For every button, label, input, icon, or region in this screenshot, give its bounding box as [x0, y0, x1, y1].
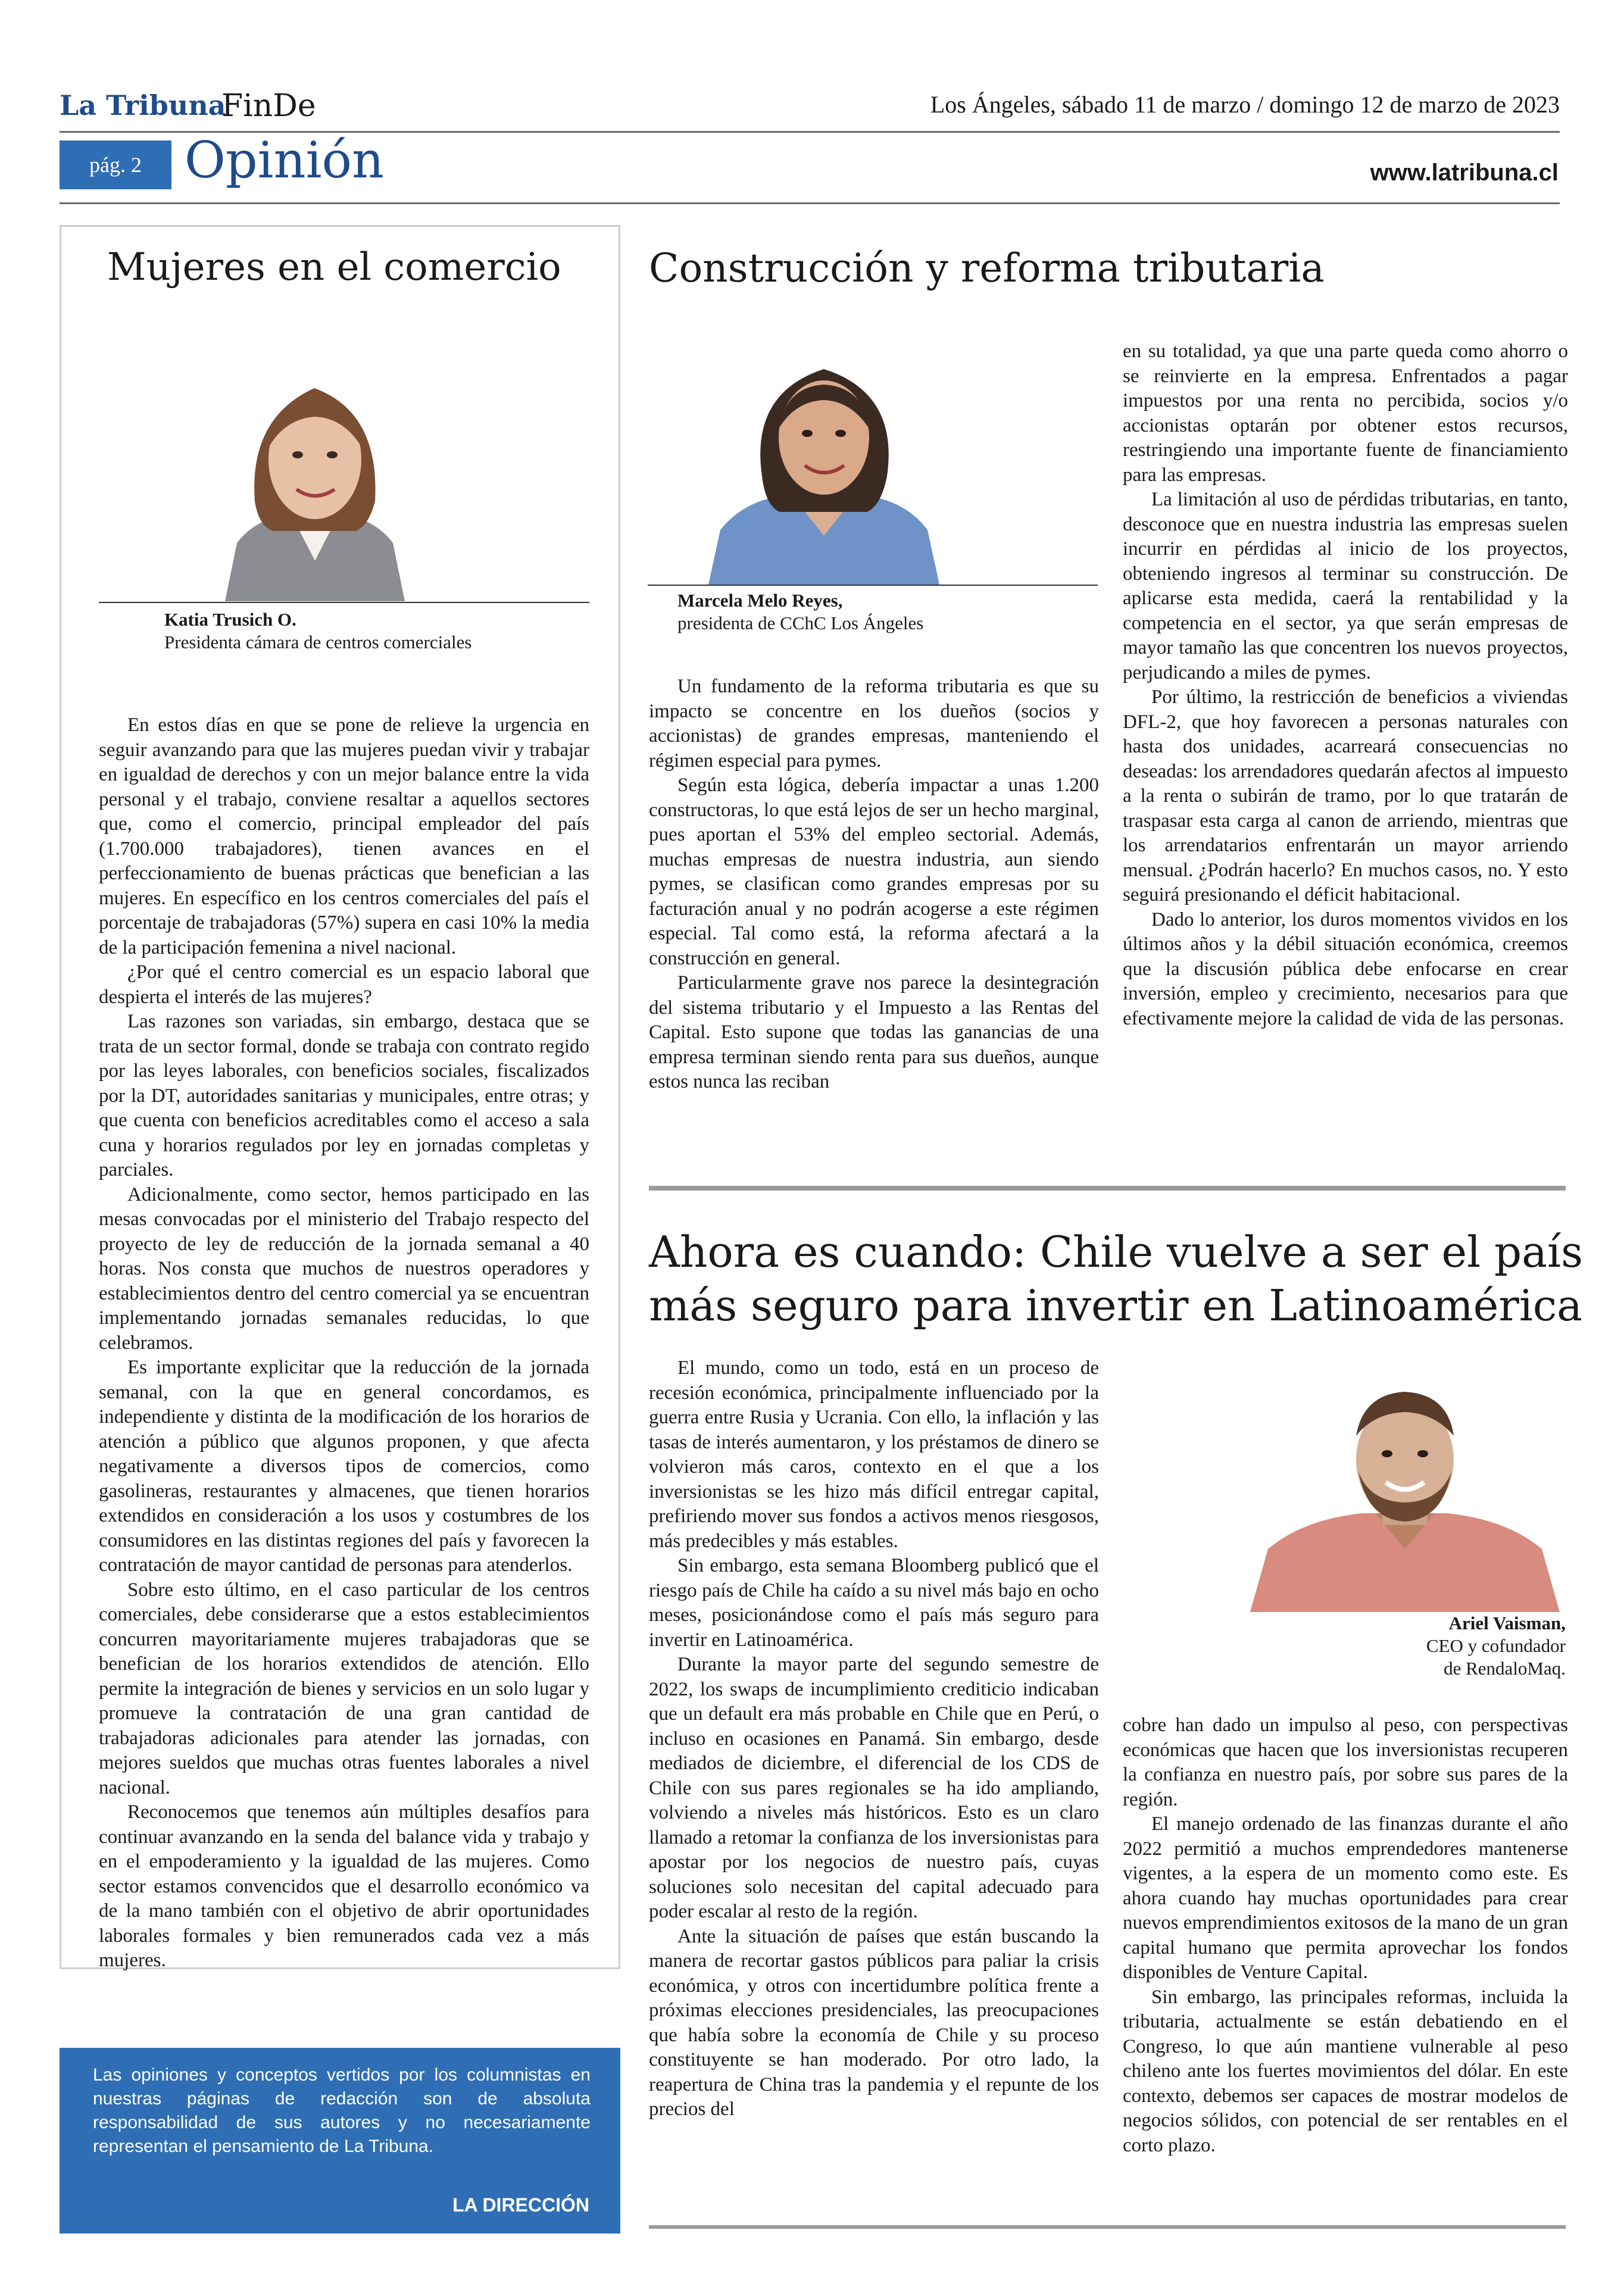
- article3-paragraph: Sin embargo, esta semana Bloomberg publicó que el riesgo país de Chile ha caído a su nivel más bajo en ocho meses, posicionándose como el país más seguro para invertir en Latinoamérica.: [649, 1555, 1099, 1651]
- article1-title: Mujeres en el comercio: [107, 245, 561, 289]
- article2-paragraph: Según esta lógica, debería impactar a unas 1.200 constructoras, lo que está lejos de ser un hecho marginal, pues aportan el 53% del empleo sectorial. Además, muchas empresas de nuestra industria, aun siendo pymes, se clasifican como grandes empresas por su facturación anual y no podrán acogerse a este régimen especial. Tal como está, la reforma afectará a la construcción en general.: [649, 774, 1099, 969]
- author-caption-ariel: [1310, 1612, 1566, 1680]
- article1-paragraph: Reconocemos que tenemos aún múltiples desafíos para continuar avanzando en la senda del balance vida y trabajo y en el empoderamiento y la igualdad de las mujeres. Como sector estamos convencidos que el desarrollo económico va de la mano también con el objetivo de abrir oportunidades laborales formales y bien remunerados cada vez a más mujeres.: [99, 1801, 589, 1971]
- author-name: Marcela Melo Reyes,: [677, 590, 843, 611]
- article1-paragraph: Adicionalmente, como sector, hemos participado en las mesas convocadas por el ministerio del Trabajo respecto del proyecto de ley de reducción de la jornada semanal a 40 horas. Nos consta que muchos de nuestros operadores y establecimientos dentro del centro comercial ya se encuentran implementando jornadas semanales reducidas, lo que celebramos.: [99, 1183, 589, 1354]
- article1-paragraph: En estos días en que se pone de relieve la urgencia en seguir avanzando para que las mujeres puedan vivir y trabajar en igualdad de derechos y con un mejor balance entre la vida personal y el trabajo, conviene resaltar a aquellos sectores que, como el comercio, principal empleador del país (1.700.000 trabajadores), tienen avances en el perfeccionamiento de buenas prácticas que benefician a las mujeres. En específico en los centros comerciales del país el porcentaje de trabajadoras (57%) supera en casi 10% la media de la participación femenina a nivel nacional.: [99, 714, 589, 958]
- website-link[interactable]: www.latribuna.cl: [1370, 160, 1559, 186]
- article3-paragraph: Durante la mayor parte del segundo semestre de 2022, los swaps de incumplimiento crediticio indicaban que un default era más probable en Chile que en Perú, o incluso en ocasiones en Panamá. Sin embargo, desde mediados de diciembre, el diferencial de los CDS de Chile con sus pares regionales se ha ido ampliando, volviendo a niveles más históricos. Esto es un claro llamado a retomar la confianza de los inversionistas para apostar por los negocios de nuestro país, cuyas soluciones solo necesitan del capital adecuado para poder escalar al resto de la región.: [649, 1654, 1099, 1922]
- article3-title-line-2: más seguro para invertir en Latinoamérica: [649, 1280, 1583, 1330]
- caption-rule: [99, 602, 589, 603]
- article2-paragraph: Por último, la restricción de beneficios a viviendas DFL-2, que hoy favorecen a personas naturales con hasta dos unidades, acarreará consecuencias no deseadas: los arrendadores quedarán afectos al impuesto a la renta o subirán de tramo, por lo que tratarán de traspasar esta carga al canon de arriendo, mientras que los arrendatarios enfrentarán un mayor arriendo mensual. ¿Podrán hacerlo? En muchos casos, no. Y esto seguirá presionando el déficit habitacional.: [1123, 686, 1568, 905]
- footer-rule: [649, 2225, 1566, 2229]
- article3-paragraph: Sin embargo, las principales reformas, incluida la tributaria, actualmente se están debatiendo en el Congreso, lo que aún mantiene vulnerable al peso chileno ante los fuertes movimientos del dólar. En este contexto, debemos ser capaces de mostrar modelos de negocios sólidos, con potencial de ser rentables en el corto plazo.: [1123, 1986, 1568, 2156]
- author-name: Ariel Vaisman,: [1448, 1613, 1566, 1633]
- page-number-badge: pág. 2: [60, 140, 171, 189]
- author-company: de RendaloMaq.: [1444, 1658, 1566, 1679]
- editorial-disclaimer: [60, 2048, 620, 2234]
- author-role: presidenta de CChC Los Ángeles: [677, 613, 924, 633]
- article3-column-1: [649, 1356, 1099, 2122]
- section-divider: [649, 1186, 1566, 1191]
- brand-logo: La Tribuna: [60, 89, 226, 121]
- article3-paragraph: Ante la situación de países que están buscando la manera de recortar gastos públicos para paliar la crisis económica, y otros con incertidumbre política frente a próximas elecciones presidenciales, las preocupaciones que había sobre la economía de Chile y su proceso constituyente se han moderado. Por otro lado, la reapertura de China tras la pandemia y el repunte de los precios del: [649, 1925, 1099, 2120]
- author-photo-marcela: [691, 339, 957, 585]
- article2-paragraph: La limitación al uso de pérdidas tributarias, en tanto, desconoce que en nuestra industria las empresas suelen incurrir en pérdidas al inicio de los proyectos, obteniendo ingresos al terminar su construcción. De aplicarse esta medida, caerá la rentabilidad y la competencia en el sector, ya que serán empresas de mayor tamaño las que concentren los nuevos proyectos, perjudicando a miles de pymes.: [1123, 489, 1568, 683]
- article2-title: Construcción y reforma tributaria: [649, 245, 1325, 291]
- article1-paragraph: ¿Por qué el centro comercial es un espacio laboral que despierta el interés de las mujeres?: [99, 961, 589, 1008]
- author-photo-ariel: [1244, 1370, 1566, 1612]
- article3-column-2: [1123, 1713, 1568, 2158]
- author-name: Katia Trusich O.: [164, 609, 296, 630]
- caption-rule: [648, 585, 1098, 586]
- article1-paragraph: Es importante explicitar que la reducción de la jornada semanal, con la que en general concordamos, es independiente y distinta de la modificación de los horarios de atención a público que algunos proponen, y que afecta negativamente a diversos tipos de comercios, como gasolineras, restaurantes y almacenes, que tienen horarios extendidos en consideración a los usos y costumbres de los consumidores en las distintas regiones del país y favorecen la contratación de mayor cantidad de personas para atenderlos.: [99, 1357, 589, 1576]
- article1-body: [99, 713, 589, 1973]
- article1-paragraph: Sobre esto último, en el caso particular de los centros comerciales, debe considerarse que a estos establecimientos concurren mayoritariamente mujeres trabajadoras que se benefician de los horarios extendidos de atención. Ello permite la integración de bienes y servicios en un solo lugar y promueve la contratación de una gran cantidad de trabajadoras adicionales para atender las jornadas, con mejores sueldos que muchas otras fuentes laborales a nivel nacional.: [99, 1579, 589, 1798]
- author-caption-marcela: [677, 589, 1070, 635]
- author-role: CEO y cofundador: [1426, 1635, 1566, 1656]
- article3-title-line-1: Ahora es cuando: Chile vuelve a ser el país: [649, 1227, 1584, 1277]
- article2-paragraph: Dado lo anterior, los duros momentos vividos en los últimos años y la débil situación económica, creemos que la discusión pública debe enfocarse en crear inversión, empleo y crecimiento, necesarios para que efectivamente mejore la calidad de vida de las personas.: [1123, 908, 1568, 1029]
- dateline: Los Ángeles, sábado 11 de marzo / domingo 12 de marzo de 2023: [930, 91, 1560, 118]
- header-rule-bottom: [60, 202, 1560, 204]
- edition-name: FinDe: [221, 88, 316, 124]
- disclaimer-text: Las opiniones y conceptos vertidos por los columnistas en nuestras páginas de redacción son de absoluta responsabilidad de sus autores y no necesariamente representan el pensamiento de La Tribuna.: [93, 2065, 591, 2156]
- author-role: Presidenta cámara de centros comerciales: [164, 632, 472, 652]
- article3-title: [649, 1225, 1583, 1332]
- article3-paragraph: El mundo, como un todo, está en un proceso de recesión económica, principalmente influenciado por la guerra entre Rusia y Ucrania. Con ello, la inflación y las tasas de interés aumentaron, y los préstamos de dinero se volvieron más caros, contexto en el que a los inversionistas se les hizo más difícil entregar capital, prefiriendo mover sus fondos a activos menos riesgosos, más predecibles y más estables.: [649, 1357, 1099, 1552]
- article2-continuation: en su totalidad, ya que una parte queda como ahorro o se reinvierte en la empresa. Enfrentados a pagar impuestos por una renta no percibida, socios y/o accionistas optarán por obtener estos recursos, restringiendo una importante fuente de financiamiento para las empresas.: [1123, 341, 1568, 486]
- article2-column-2: [1123, 339, 1568, 1031]
- article1-paragraph: Las razones son variadas, sin embargo, destaca que se trata de un sector formal, donde se trabaja con contrato regido por las leyes laborales, con beneficios sociales, fiscalizados por la DT, autoridades sanitarias y municipales, entre otras; y que cuenta con beneficios acreditables como el acceso a sala cuna y horarios regulados por ley en jornadas completas y parciales.: [99, 1011, 589, 1180]
- article3-continuation: cobre han dado un impulso al peso, con perspectivas económicas que hacen que los inversionistas recuperen la confianza en nuestro país, por sobre sus pares de la región.: [1123, 1714, 1568, 1810]
- article2-paragraph: Particularmente grave nos parece la desintegración del sistema tributario y el Impuesto a las Rentas del Capital. Esto supone que todas las ganancias de una empresa terminan siendo renta para sus dueños, aunque estos nunca las reciban: [649, 972, 1099, 1092]
- article3-paragraph: El manejo ordenado de las finanzas durante el año 2022 permitió a muchos emprendedores mantenerse vigentes, a la espera de un momento como este. Es ahora cuando hay muchas oportunidades para crear nuevos emprendimientos exitosos de la mano de un gran capital humano que permita aprovechar los fondos disponibles de Venture Capital.: [1123, 1813, 1568, 1983]
- disclaimer-signature: LA DIRECCIÓN: [452, 2194, 589, 2216]
- section-title: Opinión: [185, 131, 385, 189]
- article2-paragraph: Un fundamento de la reforma tributaria es que su impacto se concentre en los dueños (socios y accionistas) de grandes empresas, manteniendo el régimen especial para pymes.: [649, 676, 1099, 771]
- author-caption-katia: [164, 608, 474, 654]
- author-photo-katia: [213, 346, 417, 601]
- article2-column-1: [649, 674, 1099, 1095]
